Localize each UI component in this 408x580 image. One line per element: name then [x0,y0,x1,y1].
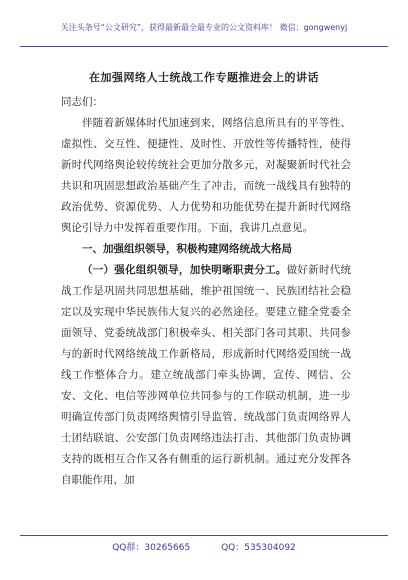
qq-group-link[interactable]: QQ群：30265665 [112,543,191,553]
qq-contact-link[interactable]: QQ：535304092 [221,543,296,553]
footer-divider [20,535,388,536]
subsection-body: 做好新时代统战工作是巩固共同思想基础，维护祖国统一、民族团结社会稳定以及实现中华民族伟大复兴的必然途径。要建立健全党委全面领导、党委统战部门积极牵头、相关部门各司其职、共同参与的新时代网络统战工作新格局，形成新时代网络爱国统一战线工作整体合力。建立统战部门牵头协调，宣传、网信、公安、文化、电信等涉网单位共同参与的工作联动机制，进一步明确宣传部门负责网络舆情引导监管、统战部门负责网络界人士团结联谊、公安部门负责网络违法打击、其他部门负责协调支持的既相互合作又各有侧重的运行新机制。通过充分发挥各自职能作用，加 [61,264,352,486]
page-footer [20,540,388,553]
document-body [61,92,351,491]
header-divider [20,46,388,47]
intro-paragraph: 伴随着新媒体时代加速到来，网络信息所具有的平等性、虚拟性、交互性、便捷性、及时性、开放性等传播特性，使得新时代网络舆论较传统社会更加分散多元，对凝聚新时代社会共识和巩固思想政治基础产生了冲击，而统一战线具有独特的政治优势、资源优势、人力优势和功能优势在提升新时代网络舆论引导力中发挥着重要作用。下面，我讲几点意见。 [61,117,351,234]
page-header: 关注头条号“公文研究”，获得最新最全最专业的公文资料库！ 微信：gongwenyj [60,23,348,32]
subsection-paragraph [61,260,351,491]
section-heading: 一、加强组织领导，积极构建网络统战大格局 [82,243,292,255]
salutation: 同志们： [61,96,103,108]
document-title: 在加强网络人士统战工作专题推进会上的讲话 [89,71,319,84]
subsection-heading: （一）强化组织领导，加快明晰职责分工。 [82,264,287,276]
